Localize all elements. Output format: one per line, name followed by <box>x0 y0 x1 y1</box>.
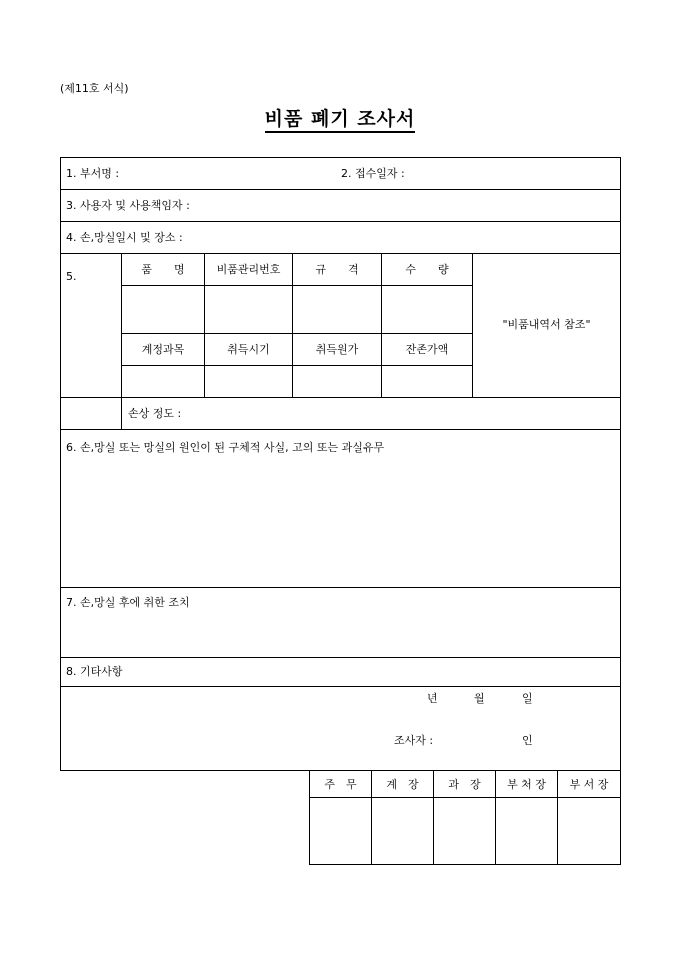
other-label: 8. 기타사항 <box>66 665 123 678</box>
dept-label: 1. 부서명 : <box>66 167 120 180</box>
item-quantity-header: 수 량 <box>405 263 449 276</box>
form-number: (제11호 서식) <box>60 82 129 95</box>
year-label: 년 <box>427 692 438 705</box>
damage-degree-label: 손상 정도 : <box>128 407 182 420</box>
approval-section-head-header: 과 장 <box>448 778 481 791</box>
approval-team-leader-header: 계 장 <box>386 778 419 791</box>
item-list-note: "비품내역서 참조" <box>502 318 591 331</box>
loss-date-place-label: 4. 손,망실일시 및 장소 : <box>66 231 183 244</box>
item-mgmt-number-header: 비품관리번호 <box>216 263 281 276</box>
user-label: 3. 사용자 및 사용책임자 : <box>66 199 190 212</box>
section5-label: 5. <box>66 270 77 283</box>
item-spec-header: 규 격 <box>315 263 359 276</box>
investigator-label: 조사자 : <box>394 734 434 747</box>
day-label: 일 <box>522 692 533 705</box>
account-header: 계정과목 <box>141 343 185 356</box>
seal-label: 인 <box>522 734 533 747</box>
month-label: 월 <box>474 692 485 705</box>
residual-value-header: 잔존가액 <box>405 343 449 356</box>
acquisition-date-header: 취득시기 <box>227 343 270 356</box>
approval-office-director-header: 부 처 장 <box>507 778 546 791</box>
receipt-date-label: 2. 접수일자 : <box>341 167 405 180</box>
action-label: 7. 손,망실 후에 취한 조치 <box>66 596 190 609</box>
cause-label: 6. 손,망실 또는 망실의 원인이 된 구체적 사실, 고의 또는 과실유무 <box>66 441 385 454</box>
approval-chief-header: 주 무 <box>324 778 357 791</box>
approval-dept-director-header: 부 서 장 <box>569 778 609 791</box>
page-title: 비품 폐기 조사서 <box>0 104 680 131</box>
item-name-header: 품 명 <box>141 263 185 276</box>
acquisition-cost-header: 취득원가 <box>315 343 359 356</box>
